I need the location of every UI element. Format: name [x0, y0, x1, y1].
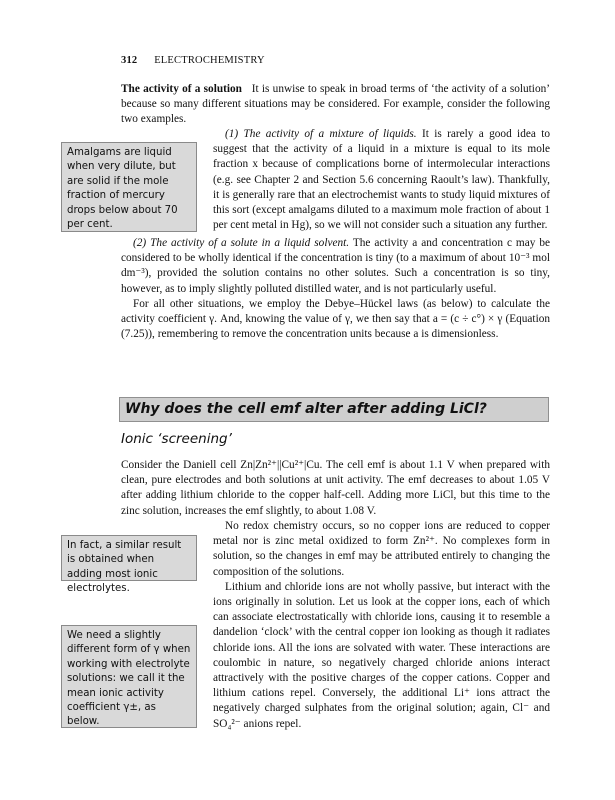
activity-paragraph-intro — [121, 82, 550, 128]
margin-note-amalgams — [61, 142, 197, 232]
activity-title: The activity of a solution — [121, 83, 242, 95]
redox-and-ions-column — [213, 519, 550, 732]
ion-interaction-paragraph: Lithium and chloride ions are not wholly passive, but interact with the ions originally in solution. Let us look at the copper ions, each of which can associate electrostatically with chloride ions, causing it to resemble a dandelion ‘clock’ with the central copper ion looking as though it radiates chloride ions. All the ions are solvated with water. These interactions are coulombic in nature, so negatively charged chloride anions interact attractively with the positive charges of the copper cations. Copper and lithium cations repel. Conversely, the additional Li⁺ ions attract the negatively charged sulphates from the original solution; again, Cl⁻ and SO₄²⁻ anions repel. — [213, 580, 550, 730]
margin-note-similar-result-text: In fact, a similar result is obtained when adding most ionic electrolytes. — [67, 540, 182, 595]
activity-intro-text: It is unwise to speak in broad terms of ‘the activity of a solution’ because so many different situations may be considered. For example, consider the following two examples. — [121, 83, 551, 126]
no-redox-paragraph: No redox chemistry occurs, so no copper ions are reduced to copper metal nor is zinc metal oxidized to form Zn²⁺. No complexes form in solution, so the changes in emf may be attributed entirely to changing the composition of the solutions. — [213, 520, 550, 578]
debye-huckel-paragraph: For all other situations, we employ the Debye–Hückel laws (as below) to calculate the activity coefficient γ. And, knowing the value of γ, we then say that a = (c ÷ c°) × γ (Equation (7.25)), remembering to remove the concentration units because a is dimensionless. — [121, 297, 550, 341]
daniell-text: Consider the Daniell cell Zn|Zn²⁺||Cu²⁺|Cu. The cell emf is about 1.1 V when prepared with clean, pure electrodes and both solutions at unit activity. The emf decreases to about 1.05 V after adding lithium chloride to the copper half-cell. Adding more LiCl, but this time to the zinc solution, increases the emf slightly, to about 1.08 V. — [121, 459, 550, 517]
activity-paragraph-solute — [121, 236, 550, 342]
margin-note-mean-activity — [61, 625, 197, 728]
liquids-label: (1) The activity of a mixture of liquids. — [225, 128, 417, 140]
running-header — [121, 55, 265, 66]
margin-note-similar-result — [61, 535, 197, 595]
section-heading: Why does the cell emf alter after adding LiCl? — [119, 397, 549, 422]
solute-text: The activity a and concentration c may be considered to be wholly identical if the concentration is tiny (to a maximum of about 10⁻³ mol dm⁻³), provided the solution contains no other solutes. Such a concentration is so tiny, however, as to imply slightly polluted distilled water, and is not particularly useful. — [121, 237, 551, 295]
subheading-ionic-screening: Ionic ‘screening’ — [121, 431, 232, 447]
running-title: ELECTROCHEMISTRY — [154, 55, 265, 66]
margin-note-mean-activity-text: We need a slightly different form of γ when working with electrolyte solutions: we call it the mean ionic activity coefficient γ±, as below. — [67, 630, 191, 728]
margin-note-amalgams-text: Amalgams are liquid when very dilute, but are solid if the mole fraction of mercury drops below about 70 per cent. — [67, 147, 178, 231]
daniell-paragraph — [121, 458, 550, 519]
page-number: 312 — [121, 55, 138, 66]
liquids-text: It is rarely a good idea to suggest that the activity of a liquid in a mixture is equal to its mole fraction x because of complications borne of intermolecular interactions (e.g. see Chapter 2 and Section 5.6 concerning Raoult’s law). Thankfully, it is generally rare that an electrochemist wants to study liquid mixtures of this sort (except amalgams diluted to a maximum mole fraction of about 1 per cent metal in Hg), so we will not consider such a situation any further. — [213, 128, 551, 232]
activity-paragraph-liquids — [213, 127, 550, 233]
solute-label: (2) The activity of a solute in a liquid solvent. — [133, 237, 350, 249]
